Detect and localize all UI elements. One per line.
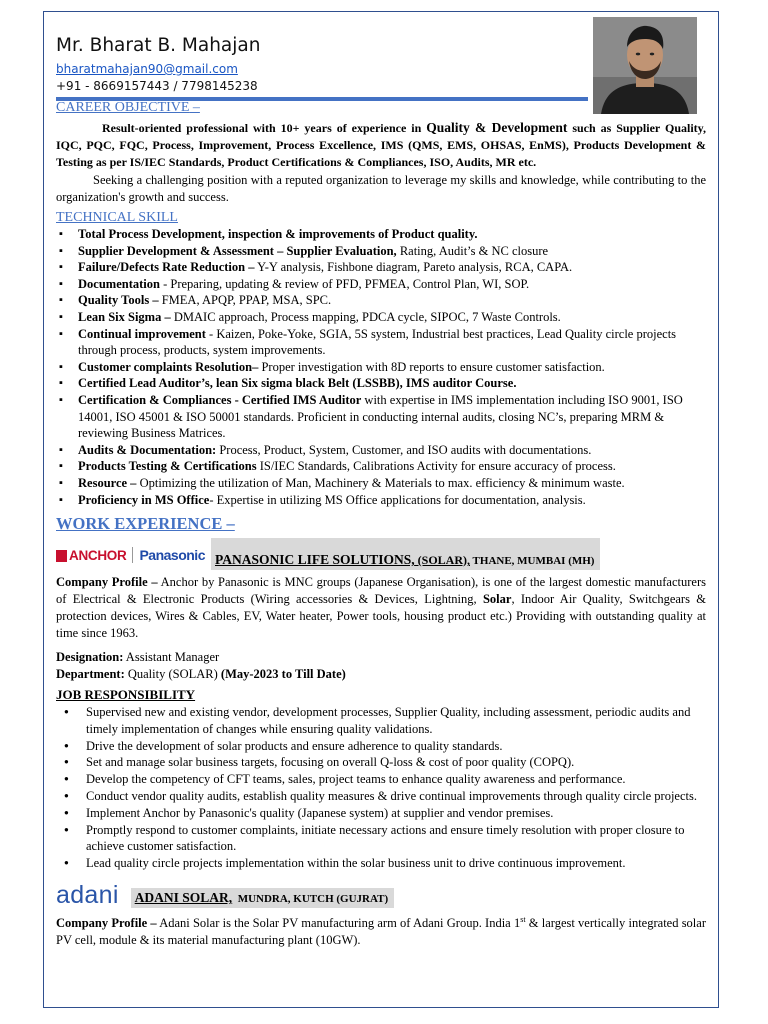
skill-item: ▪ Products Testing & Certifications IS/IEC Standards, Calibrations Activity for ensure accuracy of process. <box>56 458 706 475</box>
panasonic-company-bar <box>56 538 706 570</box>
email-link[interactable]: bharatmahajan90@gmail.com <box>56 62 238 76</box>
skill-item: ▪ Resource – Optimizing the utilization of Man, Machinery & Materials to max. efficiency & minimum waste. <box>56 475 706 492</box>
work-experience-heading: WORK EXPERIENCE – <box>56 514 235 534</box>
skills-list <box>56 226 706 508</box>
panasonic-company-name: PANASONIC LIFE SOLUTIONS, (SOLAR), THANE, MUMBAI (MH) <box>211 538 600 570</box>
skill-item: ▪ Quality Tools – FMEA, APQP, PPAP, MSA, SPC. <box>56 292 706 309</box>
responsibility-item: ● Develop the competency of CFT teams, sales, project teams to enhance quality awareness and performance. <box>56 771 706 788</box>
objective-statement: Seeking a challenging position with a reputed organization to leverage my skills and knowledge, while contributing to the organization's growth and success. <box>56 173 706 204</box>
skill-item: ▪ Continual improvement - Kaizen, Poke-Yoke, SGIA, 5S system, Industrial best practices, Lead Quality circle projects through process, products, system improvements. <box>56 326 706 359</box>
skill-item: ▪ Proficiency in MS Office- Expertise in utilizing MS Office applications for documentation, analysis. <box>56 492 706 509</box>
responsibility-item: ● Supervised new and existing vendor, development processes, Supplier Quality, including assessment, periodic audits and timely implementation of changes while ensuring quality validations. <box>56 704 706 738</box>
panasonic-profile: Company Profile – Anchor by Panasonic is MNC groups (Japanese Organisation), is one of the largest domestic manufacturers of Electrical & Electronic Products (Wiring accessories & Devices, Lightning, Solar, Indoor Air Quality, Switchgears & protection devices, Wires & Cables, EV, Water heater, Power tools, housing product etc.) Providing with outstanding quality at time since 1963. <box>56 575 706 641</box>
technical-skill-heading: TECHNICAL SKILL <box>56 210 178 225</box>
adani-company-name: ADANI SOLAR, MUNDRA, KUTCH (GUJRAT) <box>131 888 394 908</box>
designation: Designation: Assistant Manager <box>56 650 220 665</box>
resume-body <box>56 34 706 949</box>
anchor-mark-icon <box>56 550 67 562</box>
adani-company-bar <box>56 878 706 908</box>
phone-number: +91 - 8669157443 / 7798145238 <box>56 79 258 93</box>
responsibility-item: ● Promptly respond to customer complaints, initiate necessary actions and ensure timely resolution with proper closure to achieve customer satisfaction. <box>56 822 706 856</box>
candidate-name: Mr. Bharat B. Mahajan <box>56 35 261 56</box>
objective-summary: Result-oriented professional with 10+ years of experience in Quality & Development such as Supplier Quality, IQC, PQC, FQC, Process, Improvement, Process Excellence, IMS (QMS, EMS, OHSAS, EnMS), Products Development & Testing as per IS/IEC Standards, Product Certifications & Compliances, ISO, Audits, MR etc. <box>56 120 706 169</box>
skill-item: ▪ Customer complaints Resolution– Proper investigation with 8D reports to ensure customer satisfaction. <box>56 359 706 376</box>
skill-item: ▪ Documentation - Preparing, updating & review of PFD, PFMEA, Control Plan, WI, SOP. <box>56 276 706 293</box>
responsibility-list <box>56 704 706 872</box>
skill-item: ▪ Certification & Compliances - Certified IMS Auditor with expertise in IMS implementation including ISO 9001, ISO 14001, ISO 45001 & ISO 50001 standards. Proficient in conducting internal audits, closing NC’s, preparing MRM & reviewing Business Matrices. <box>56 392 706 442</box>
job-responsibility-heading: JOB RESPONSIBILITY <box>56 687 196 703</box>
skill-item: ▪ Lean Six Sigma – DMAIC approach, Process mapping, PDCA cycle, SIPOC, 7 Waste Controls. <box>56 309 706 326</box>
skill-item: ▪ Certified Lead Auditor’s, lean Six sigma black Belt (LSSBB), IMS auditor Course. <box>56 375 706 392</box>
responsibility-item: ● Implement Anchor by Panasonic's quality (Japanese system) at supplier and vendor premises. <box>56 805 706 822</box>
responsibility-item: ● Lead quality circle projects implementation within the solar business unit to drive continuous improvement. <box>56 855 706 872</box>
skill-item: ▪ Total Process Development, inspection & improvements of Product quality. <box>56 226 706 243</box>
responsibility-item: ● Set and manage solar business targets, focusing on overall Q-loss & cost of poor quality (COPQ). <box>56 754 706 771</box>
responsibility-item: ● Drive the development of solar products and ensure adherence to quality standards. <box>56 738 706 755</box>
career-objective-heading: CAREER OBJECTIVE – <box>56 100 200 115</box>
skill-item: ▪ Failure/Defects Rate Reduction – Y-Y analysis, Fishbone diagram, Pareto analysis, RCA, CAPA. <box>56 259 706 276</box>
anchor-panasonic-logo: ANCHOR Panasonic <box>56 540 205 570</box>
adani-profile: Company Profile – Adani Solar is the Solar PV manufacturing arm of Adani Group. India 1st & largest vertically integrated solar PV cell, module & its material manufacturing plant (10GW). <box>56 915 706 948</box>
adani-logo: adani <box>56 881 119 910</box>
skill-item: ▪ Supplier Development & Assessment – Supplier Evaluation, Rating, Audit’s & NC closure <box>56 243 706 260</box>
department: Department: Quality (SOLAR) (May-2023 to Till Date) <box>56 667 346 682</box>
responsibility-item: ● Conduct vendor quality audits, establish quality measures & drive continual improvements through quality circle projects. <box>56 788 706 805</box>
skill-item: ▪ Audits & Documentation: Process, Product, System, Customer, and ISO audits with documentations. <box>56 442 706 459</box>
